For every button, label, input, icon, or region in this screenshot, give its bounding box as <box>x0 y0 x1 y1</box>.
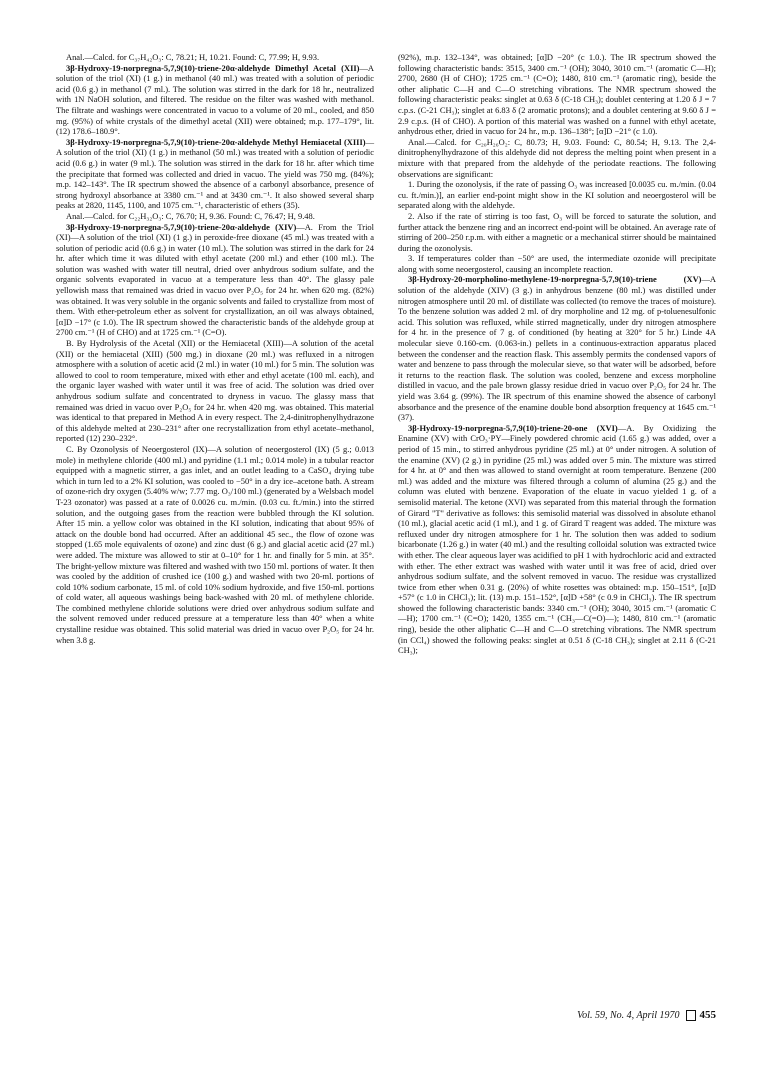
paragraph <box>56 63 374 137</box>
paragraph <box>398 137 716 179</box>
paragraph <box>56 222 374 339</box>
paragraph <box>398 274 716 422</box>
paragraph-text: —A. By Oxidizing the Enamine (XV) with CrO₃·PY—Finely powdered chromic acid (1.65 g.) was added, over a period of 15 min., to stirred anhydrous pyridine (25 ml.) at 0° under nitrogen. A solution of the enamine (XV) (2 g.) in pyridine (25 ml.) was added over 5 min. The mixture was stirred for 4 hr. at 0° and then was allowed to stand overnight at room temperature. Benzene (200 ml.) was added and the mixture was filtered through a column of alumina (25 g.) and the column was eluted with benzene. Evaporation of the eluate in vacuo yielded 1 g. of a semisolid material. The ketone (XVI) was separated from this material through the formation of Girard "T" derivative as follows: this semisolid material was dissolved in absolute ethanol (10 ml.), glacial acetic acid (1 ml.), and 1 g. of Girard T reagent was added. The mixture was refluxed under dry nitrogen atmosphere for 1 hr. The solution then was added to sodium bicarbonate (1.26 g.) in water (40 ml.) and the resulting colloidal solution was extracted twice with ether. The clear aqueous layer was acidified to pH 1 with hydrochloric acid and extracted with ether. The ether extract was washed with water until it was free of acid, dried over anhydrous sodium sulfate, and the solvent removed in vacuo. The residue was crystallized twice from ether when 0.31 g. (20%) of white rosettes was obtained: m.p. 150–151°, [α]D +57° (c 1.0 in CHCl₃); lit. (13) m.p. 151–152°, [α]D +58° (c 0.9 in CHCl₃). The IR spectrum showed the following characteristic bands: 3340 cm.⁻¹ (OH); 3040, 3015 cm.⁻¹ (aromatic C—H); 1700 cm.⁻¹ (C=O); 1420, 1355 cm.⁻¹ (CH₃—C(=O)—); 1480, 810 cm.⁻¹ (aromatic ring), beside the other aliphatic C—H and C—O stretching vibrations. The NMR spectrum (in CCl₄) showed the following peaks: singlet at 0.51 δ (C-18 CH₃); singlet at 2.11 δ (C-21 CH₃); <box>398 422 717 656</box>
paragraph <box>398 423 716 656</box>
section-heading: 3β-Hydroxy-19-norpregna-5,7,9(10)-triene-20α-aldehyde Dimethyl Acetal (XII) <box>66 62 360 73</box>
square-icon <box>686 1010 696 1021</box>
section-heading: 3β-Hydroxy-20-morpholino-methylene-19-norpregna-5,7,9(10)-triene (XV) <box>408 274 702 285</box>
paragraph <box>398 52 716 137</box>
paragraph-text: —A solution of the aldehyde (XIV) (3 g.) in anhydrous benzene (80 ml.) was distilled under nitrogen atmosphere until 20 ml. of distillate was collected (to remove the traces of moisture). To the benzene solution was added 2 ml. of dry morpholine and 12 mg. of p-toluenesulfonic acid. This solution was refluxed, while stirred magnetically, under dry nitrogen atmosphere for 4 hr. in the presence of 7 g. of conditioned (by heating at 320° for 5 hr.) Linde 4A molecular sieve 0.160-cm. (0.063-in.) pellets in a continuous-extraction apparatus placed between the condenser and the reaction flask. This assembly permits the condensed vapors of water and benzene to pass through the molecular sieve, so that water will be adsorbed, before it returns to the reaction flask. The solution was cooled, benzene and excess morpholine distilled in vacuo, and the pale brown glassy residue dried in vacuo over P₂O₅ for 24 hr. The yield was 3.64 g. (99%). The IR spectrum of this enamine showed the absence of carbonyl absorbance and the presence of the enamine double bond absorption frequency at 1645 cm.⁻¹ (37). <box>398 274 716 423</box>
paragraph-text: Anal.—Calcd. for C₃₇H₄₂O₃: C, 78.21; H, 10.21. Found: C, 77.99; H, 9.93. <box>66 52 320 62</box>
section-heading: 3β-Hydroxy-19-norpregna-5,7,9(10)-triene-20α-aldehyde Methyl Hemiacetal (XIII) <box>66 136 366 147</box>
paragraph-text: B. By Hydrolysis of the Acetal (XII) or the Hemiacetal (XIII)—A solution of the acetal (XII) or the hemiacetal (XIII) (500 mg.) in dioxane (20 ml.) was refluxed in a nitrogen atmosphere with a solution of acetic acid (2 ml.) in water (10 ml.) for 5 min. The solution was allowed to cool to room temperature, mixed with ether and ethyl acetate (100 ml. each), and the organic layer washed with water until it was free of acid. The solution was dried over anhydrous sodium sulfate and concentrated to dryness in vacuo. The glassy mass that remained was dried in vacuo over P₂O₅ for 24 hr. when 420 mg. was obtained. This material was identical to that prepared in Method A in every respect. The 2,4-dinitrophenylhydrazone of this aldehyde melted at 230–231° after one recrystallization from ethyl acetate–methanol, reported (12) 230–232°. <box>56 338 374 444</box>
paragraph <box>398 253 716 274</box>
paragraph-text: —A solution of the triol (XI) (1 g.) in methanol (50 ml.) was treated with a solution of periodic acid (0.6 g.) in water (9 ml.). The solution was stirred in the dark for 18 hr. after which time the precipitate that formed was collected and dried in vacuo. The yield was 750 mg. (84%); m.p. 142–143°. The IR spectrum showed the absence of a carbonyl absorbance, presence of strong hydroxyl absorbance at 3380 cm.⁻¹ and at 3430 cm.⁻¹. It also showed several sharp peaks at 2820, 1145, 1100, and 1075 cm.⁻¹, characteristic of ethers (35). <box>56 136 374 211</box>
paragraph <box>56 52 374 63</box>
paragraph <box>56 338 374 444</box>
page-number: 455 <box>699 1009 716 1021</box>
paragraph <box>56 137 374 211</box>
paragraph-text: Anal.—Calcd. for C₂₀H₂₆O₂: C, 80.73; H, 9.03. Found: C, 80.54; H, 9.13. The 2,4-dinitrophenylhydrazone of this aldehyde did not depress the melting point when present in a mixture with that prepared from the aldehyde of the periodate reactions. The following observations are significant: <box>398 136 716 179</box>
paragraph-text: 2. Also if the rate of stirring is too fast, O₃ will be forced to saturate the solution, and further attack the benzene ring and an incorrect end-point will be obtained. An average rate of stirring of 200–250 r.p.m. with either a magnetic or a mechanical stirrer should be maintained during the ozonolysis. <box>398 210 716 253</box>
paragraph-text: 3. If temperatures colder than −50° are used, the intermediate ozonide will precipitate along with some neoergosterol, causing an incomplete reaction. <box>398 253 716 274</box>
paragraph <box>398 211 716 253</box>
paragraph-text: —A solution of the triol (XI) (1 g.) in methanol (40 ml.) was treated with a solution of periodic acid (0.6 g.) in methanol (7 ml.). The solution was stirred in the dark for 18 hr., neutralized with 1N NaOH solution, and filtered. The residue on the filter was washed with methanol. The filtrate and washings were concentrated in vacuo to a volume of 20 ml., cooled, and 850 mg. (95%) of white crystals of the dimethyl acetal (XII) were obtained; m.p. 177–179°, lit. (12) 178.6–180.9°. <box>56 62 374 137</box>
paragraph-text: C. By Ozonolysis of Neoergosterol (IX)—A solution of neoergosterol (IX) (5 g.; 0.013 mole) in methylene chloride (400 ml.) and pyridine (1.1 ml.; 0.014 mole) in a tubular reactor equipped with a magnetic stirrer, a gas inlet, and an outlet leading to a CaSO₄ drying tube which in turn led to a 2% KI solution, was cooled to −50° in a dry ice–acetone bath. A stream of ozone-rich dry oxygen (5.40% w/w; 7.77 mg. O₃/100 ml.) (generated by a Welsbach model T-23 ozonator) was passed at a rate of 0.0026 cu. m./min. (0.03 cu. ft./min.) into the stirred solution, and the outgoing gases from the reaction were bubbled through the KI solution. After 15 min. a yellow color was obtained in the KI solution, indicating that about 95% of attack on the double bond had occurred. After an additional 45 sec., the flow of ozone was stopped (1.65 mole equivalents of ozone) and zinc dust (6 g.) and glacial acetic acid (27 ml.) were added. The mixture was allowed to stir at 0–10° for 1 hr. and finally for 5 min. at 35°. The bright-yellow mixture was filtered and washed with two 150 ml. portions of water. It then was cooled by the addition of crushed ice (100 g.) and washed with two 20-ml. portions of cold 10% sodium carbonate, 15 ml. of cold 10% sodium hydroxide, and five 150-ml. portions of cold water, all aqueous washings being back-washed with 20 ml. of methylene chloride. The combined methylene chloride solutions were dried over anhydrous sodium sulfate and the solvent removed under reduced pressure at a temperature less than 40° when a white crystalline residue was obtained. This solid material was dried in vacuo over P₂O₅ for 24 hr. when 3.8 g. <box>56 443 374 645</box>
paragraph <box>56 211 374 222</box>
right-column <box>398 52 716 656</box>
journal-citation: Vol. 59, No. 4, April 1970 <box>577 1009 680 1021</box>
section-heading: 3β-Hydroxy-19-norpregna-5,7,9(10)-triene-20-one (XVI) <box>408 422 618 433</box>
paragraph-text: Anal.—Calcd. for C₂₂H₃₂O₃: C, 76.70; H, 9.36. Found: C, 76.47; H, 9.48. <box>66 210 315 221</box>
paper-page <box>56 52 716 1012</box>
paragraph <box>398 179 716 211</box>
left-column <box>56 52 374 645</box>
paragraph-text: (92%), m.p. 132–134°, was obtained; [α]D −20° (c 1.0.). The IR spectrum showed the following characteristic bands: 3515, 3400 cm.⁻¹ (OH); 3040, 3010 cm.⁻¹ (aromatic C—H); 2700, 2680 (H of CHO); 1725 cm.⁻¹ (C=O); 1480, 810 cm.⁻¹ (aromatic ring), beside the other aliphatic C—H and C—O stretching vibrations. The NMR spectrum showed the following characteristic peaks: singlet at 0.63 δ (C-18 CH₃); doublet centering at 1.20 δ J = 7 c.p.s. (C-21 CH₃); singlet at 6.83 δ (2 aromatic protons); and a doublet centering at 9.60 δ J = 2.9 c.p.s. (H of CHO). A portion of this material was washed on a funnel with ethyl acetate, anhydrous ether, dried in vacuo for 24 hr., m.p. 136–138°; [α]D −21° (c 1.0). <box>398 52 716 137</box>
paragraph-text: 1. During the ozonolysis, if the rate of passing O₃ was increased [0.0035 cu. m./min. (0.04 cu. ft./min.)], an earlier end-point might show in the KI solution and neoergosterol will be separated along with the aldehyde. <box>398 179 716 211</box>
paragraph <box>56 444 374 645</box>
page-footer <box>577 1009 716 1021</box>
section-heading: 3β-Hydroxy-19-norpregna-5,7,9(10)-triene-20α-aldehyde (XIV) <box>66 221 297 232</box>
paragraph-text: —A. From the Triol (XI)—A solution of the triol (XI) (1 g.) in peroxide-free dioxane (45 ml.) was treated with a solution of periodic acid (0.6 g.) in water (10 ml.). The solution was stirred in the dark for 24 hr. after which time it was diluted with ethyl acetate (200 ml.) and ether (100 ml.). The solution was washed with water till neutral, dried over anhydrous sodium sulfate, and the organic solvents evaporated in vacuo at a temperature less than 40°. The glassy pale yellowish mass that remained was dried in vacuo over P₂O₅ for 24 hr. when 620 mg. (82%) was obtained. It was very soluble in the organic solvents and failed to crystallize from most of them. With ether-petroleum ether as solvent for crystallization, an oil was always obtained, [α]D −17° (c 1.0). The IR spectrum showed the characteristic bands of the aldehyde group at 2700 cm.⁻¹ (H of CHO) and at 1725 cm.⁻¹ (C=O). <box>56 221 374 338</box>
